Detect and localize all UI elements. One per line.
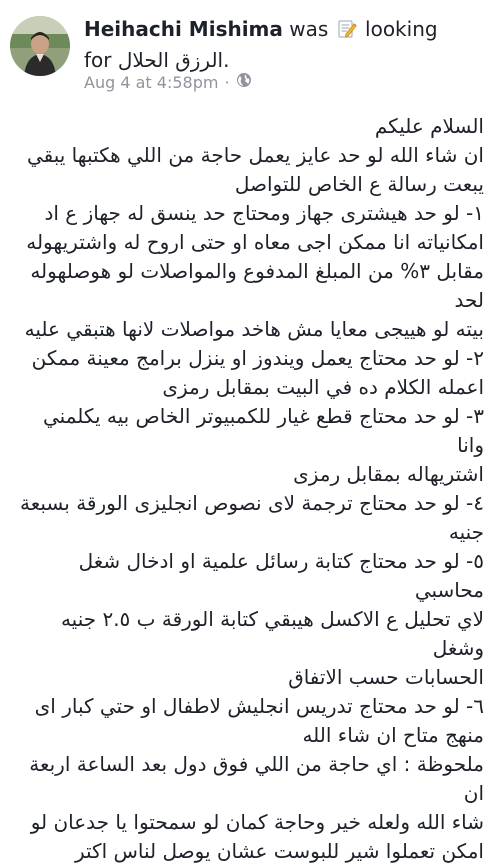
post-line: بيته لو هييجى معايا مش هاخد مواصلات لانها هتبقي عليه	[24, 317, 484, 341]
post-line: منهج متاح ان شاء الله	[302, 723, 484, 747]
post-line: مقابل ٣% من المبلغ المدفوع والمواصلات لو هوصلهوله لحد	[30, 259, 484, 312]
post-line: ان شاء الله لو حد عايز يعمل حاجة من اللي هكتبها يبقي	[26, 143, 484, 167]
trailing-period: .	[223, 48, 230, 72]
globe-icon[interactable]	[236, 72, 252, 93]
post-line: اشتريهاله بمقابل رمزى	[293, 462, 484, 486]
post-header	[0, 0, 496, 100]
post-line: ٤- لو حد محتاج ترجمة لاى نصوص انجليزى الورقة بسبعة	[20, 491, 484, 515]
activity-object[interactable]: الرزق الحلال	[117, 48, 224, 72]
post-title	[84, 15, 488, 74]
meta-separator: ·	[224, 72, 230, 92]
avatar[interactable]	[10, 16, 70, 76]
post-meta	[84, 72, 252, 93]
post-line: شاء الله ولعله خير وحاجة كمان لو سمحتوا يا جدعان لو	[30, 810, 484, 834]
post-line: جنيه	[448, 520, 484, 544]
post-line: ١- لو حد هيشترى جهاز ومحتاج حد ينسق له جهاز ع اد	[44, 201, 484, 225]
post-line: السلام عليكم	[374, 114, 484, 138]
post-line: امكن تعملوا شير للبوست عشان يوصل لناس اكتر	[74, 839, 484, 863]
was-text: was	[289, 17, 329, 41]
post-line: لاي تحليل ع الاكسل هيبقي كتابة الورقة ب ٢.٥ جنيه وشغل	[60, 607, 484, 660]
activity-verb[interactable]: looking	[365, 17, 438, 41]
post-line: ٦- لو حد محتاج تدريس انجليش لاطفال او حتي كبار اى	[34, 694, 484, 718]
memo-icon	[337, 18, 357, 46]
post-line: ملحوظة : اي حاجة من اللي فوق دول بعد الساعة اربعة ان	[29, 752, 484, 805]
post-line: ٥- لو حد محتاج كتابة رسائل علمية او ادخال شغل محاسبي	[78, 549, 484, 602]
post-line: يبعت رسالة ع الخاص للتواصل	[234, 172, 484, 196]
post-line: ٢- لو حد محتاج يعمل ويندوز او ينزل برامج معينة ممكن	[31, 346, 484, 370]
post-line: ٣- لو حد محتاج قطع غيار للكمبيوتر الخاص بيه يكلمني وانا	[43, 404, 484, 457]
post-line: اعمله الكلام ده في البيت بمقابل رمزى	[162, 375, 484, 399]
for-text: for	[84, 48, 112, 72]
avatar-photo	[10, 16, 70, 76]
timestamp[interactable]: Aug 4 at 4:58pm	[84, 72, 219, 92]
post-line: الحسابات حسب الاتفاق	[288, 665, 484, 689]
author-name[interactable]: Heihachi Mishima	[84, 17, 283, 41]
post-line: امكانياته انا ممكن اجى معاه او حتى اروح له واشتريهوله	[26, 230, 484, 254]
post-body	[12, 112, 484, 866]
